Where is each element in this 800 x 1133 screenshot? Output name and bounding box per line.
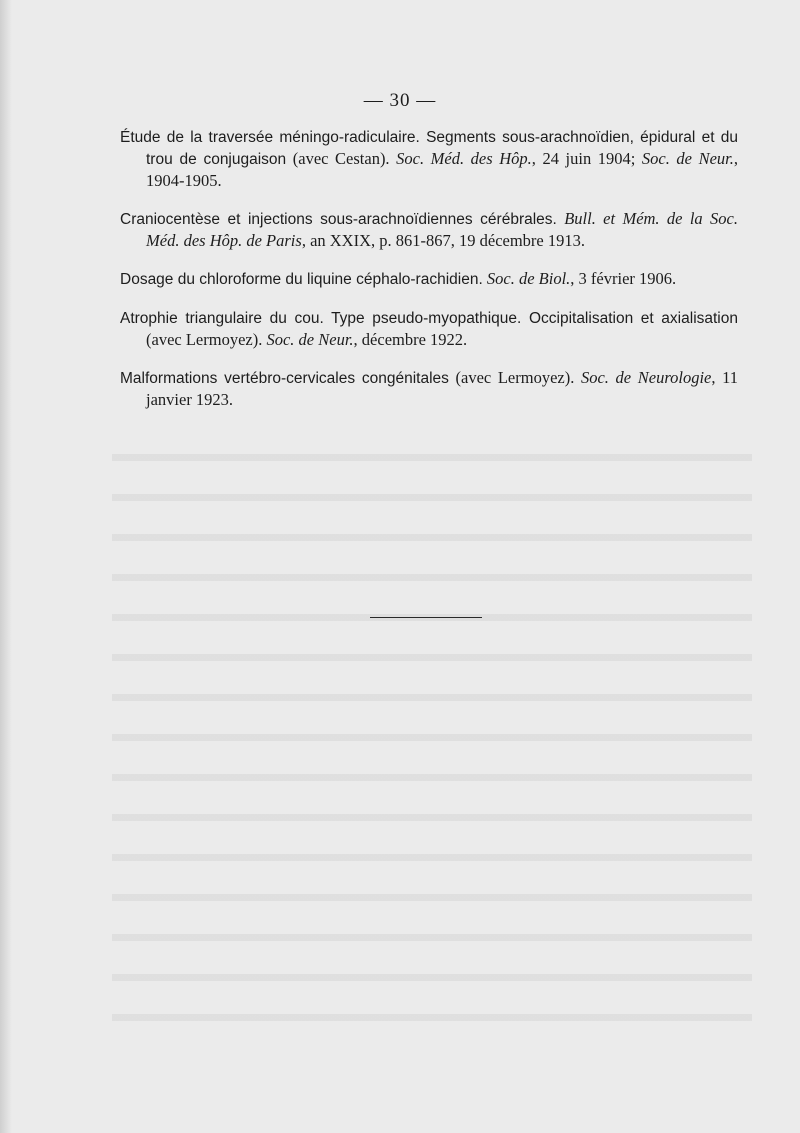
bibliography-entry bbox=[120, 268, 738, 290]
entry-source: Soc. de Neur. bbox=[641, 149, 734, 168]
entry-source: Soc. Méd. des Hôp. bbox=[396, 149, 532, 168]
entry-text: , 1904-1905. bbox=[146, 149, 738, 190]
entry-text: (avec Lermoyez). bbox=[448, 368, 581, 387]
bibliography-entry bbox=[120, 307, 738, 350]
entry-title: Craniocentèse et injections sous-arachnoïdiennes cérébrales. bbox=[120, 211, 557, 228]
entry-text: , an XXIX, p. 861-867, 19 décembre 1913. bbox=[301, 231, 585, 250]
entry-title: Atrophie triangulaire du cou. Type pseudo-myopathique. Occipitalisation et axialisation bbox=[120, 310, 738, 327]
page-spine-shadow bbox=[0, 0, 12, 1133]
entry-source: Soc. de Neurologie bbox=[580, 368, 712, 387]
entry-source: Soc. de Biol. bbox=[486, 269, 571, 288]
entry-text: , 24 juin 1904; bbox=[531, 149, 642, 168]
page-number: — 30 — bbox=[363, 90, 437, 111]
entry-title: Étude de la traversée méningo-radiculaire. Segments sous-arachnoïdien, épidural et du trou de conjugaison bbox=[120, 129, 738, 168]
entry-text: (avec Cestan). bbox=[286, 149, 397, 168]
bibliography-entry bbox=[120, 126, 738, 191]
entry-title: Dosage du chloroforme du liquine céphalo-rachidien. bbox=[120, 271, 483, 288]
entry-source: Bull. et Mém. de la Soc. Méd. des Hôp. de Paris bbox=[146, 209, 738, 250]
entry-text: , décembre 1922. bbox=[353, 330, 468, 349]
section-divider bbox=[370, 617, 482, 618]
entry-text: , 11 janvier 1923. bbox=[146, 368, 739, 409]
entry-title: Malformations vertébro-cervicales congénitales bbox=[120, 370, 449, 387]
bibliography-entry bbox=[120, 208, 738, 251]
bleed-through-text bbox=[112, 440, 752, 1040]
entry-text: (avec Lermoyez). bbox=[146, 330, 267, 349]
bibliography-list bbox=[120, 126, 738, 427]
entry-source: Soc. de Neur. bbox=[266, 330, 354, 349]
bibliography-entry bbox=[120, 367, 738, 410]
entry-text: , 3 février 1906. bbox=[570, 269, 677, 288]
